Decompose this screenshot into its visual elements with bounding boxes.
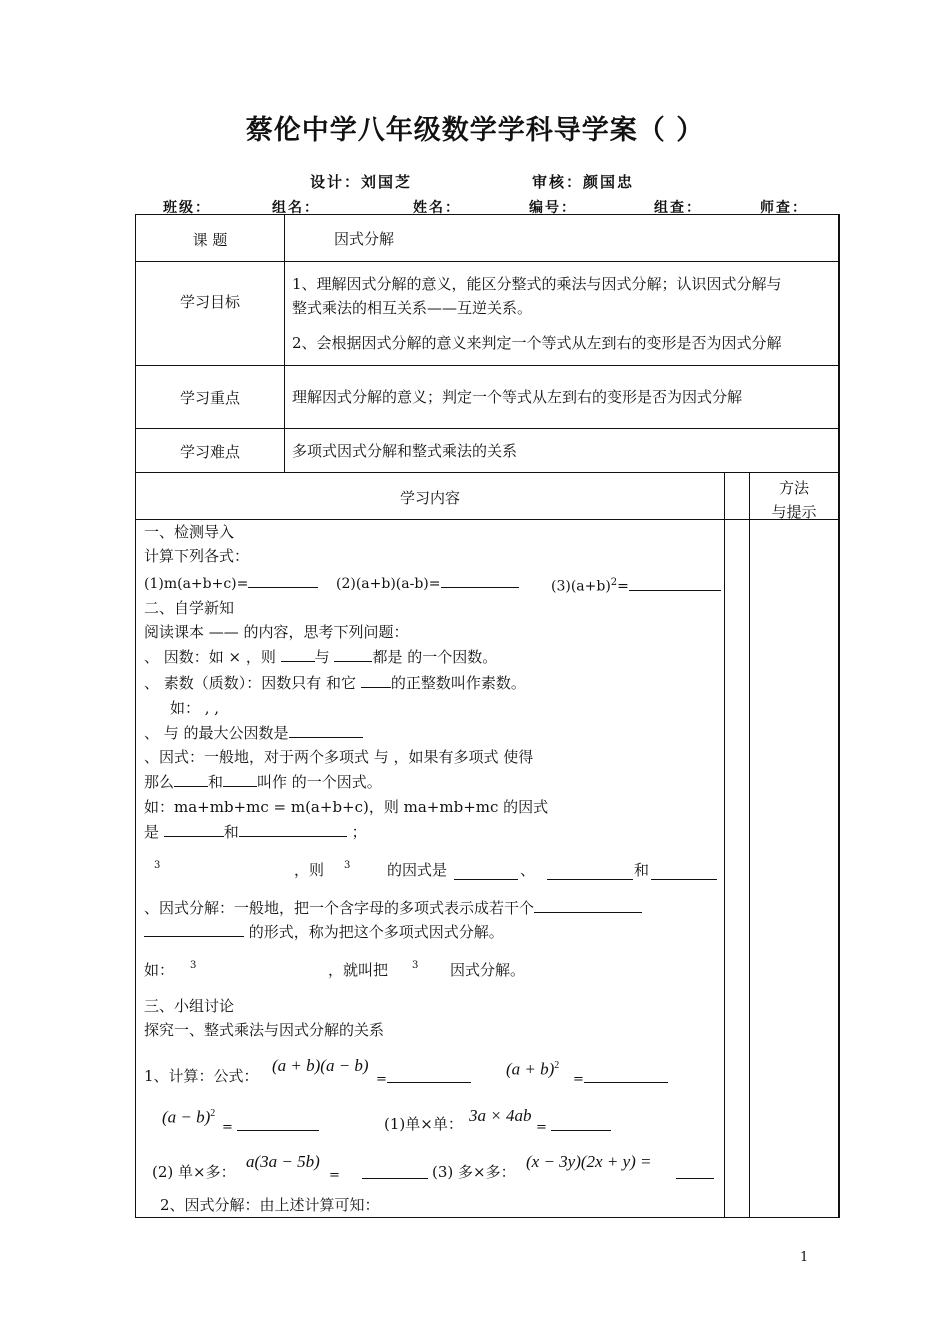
question-3: $(3)(a+b)^2=$	[551, 572, 721, 598]
reading-prompt: 阅读课本 —— 的内容，思考下列问题：	[144, 623, 409, 641]
goal-label: 学习目标	[179, 293, 240, 311]
goal-1-line2: 整式乘法的相互关系——互逆关系。	[292, 299, 533, 317]
factorization-definition: 、因式分解：一般地，把一个含字母的多项式表示成若干个	[144, 897, 642, 919]
mono-poly-label: (2) 单×多：	[152, 1163, 236, 1181]
topic-value: 因式分解	[334, 230, 395, 248]
group-field: 组名：	[272, 200, 320, 216]
method-header-2: 与提示	[771, 503, 817, 521]
question-1: (1)m(a+b+c)=	[144, 572, 318, 595]
reviewer: 审核：颜国忠	[532, 173, 635, 191]
designer: 设计：刘国芝	[310, 173, 413, 191]
factorization-definition-2: 的形式，称为把这个多项式因式分解。	[144, 921, 504, 943]
page-title: 蔡伦中学八年级数学学科导学案（ ）	[245, 115, 705, 146]
formula-difference-of-squares: (a + b)(a − b)	[272, 1056, 369, 1075]
factorization-intro: 2、因式分解：由上述计算可知：	[160, 1196, 380, 1214]
poly-poly-label: (3) 多×多：	[432, 1163, 516, 1181]
goal-1-line1: 1、理解因式分解的意义，能区分整式的乘法与因式分解；认识因式分解与	[292, 275, 782, 293]
prime-definition: 、 素数（质数）：因数只有 和它 的正整数叫作素数。	[144, 674, 526, 692]
mono-poly-expression: a(3a − 5b)	[246, 1152, 320, 1171]
name-field: 姓名：	[413, 200, 461, 216]
mono-poly-answer: =	[329, 1163, 428, 1187]
mono-mono-expression: 3a × 4ab	[469, 1106, 532, 1125]
focus-label: 学习重点	[179, 389, 240, 407]
difficulty-value: 多项式因式分解和整式乘法的关系	[292, 442, 518, 460]
row-divider	[136, 428, 839, 429]
label-column-divider	[284, 215, 285, 472]
study-table: 课 题 因式分解 学习目标 1、理解因式分解的意义，能区分整式的乘法与因式分解；认识因式分解与 整式乘法的相互关系——互逆关系。 2、会根据因式分解的意义来判定一个等式从左到右的变形是否为因式分解 学习重点 理解因式分解的意义；判定一个等式从左到右的变形是否为因式分解 学习难点 多项式因式分解和整式乘法的关系 学习内容 方法 与提示 一、检测导入 计算下列各式： (1)m(a+b+c)= (2)(a+b)(a-b)= $(3)(a+b)^2=$ 二、自学新知 阅读课本 —— 的内容，思考下列问题： 、 因数：如 × ，则 与 都是 的一个因数。 、 素数（质数）：因数只有 和它 的正整数叫作素数。 如： , , 、 与 的最大公因数是 、因式：一般地，对于两个多项式 与 ，如果有多项式 使得 那么 和 叫作 的一个因式。 如：ma+mb+mc = m(a+b+c)，则 ma+mb+mc 的因式 是 和 ； 3 ，则 3 的因式是 、 和 、因式分解：一般地，把一个含字母的多项式表示成若干个 的形式，称为把这个多项式因式分解。 如： 3 ，就叫把 3 因式分解。 三、小组讨论 探究一、整式乘法与因式分解的关系 1、计算：公式： (a + b)(a − b) = $(a + b)^2$ = $(a - b)^2$ = (1)单×单： 3a × 4ab = (2) 单×多： a(3a − 5b) = (3) 多×多： (x − 3y)(2x + y) = 2、因式分解：由上述计算可知：	[135, 214, 840, 1218]
explore-title: 探究一、整式乘法与因式分解的关系	[144, 1021, 385, 1039]
formula-square-difference: $(a - b)^2$	[162, 1107, 216, 1127]
formula-1-answer: =	[376, 1067, 471, 1091]
method-header-1: 方法	[778, 479, 809, 497]
formula-3-answer: =	[222, 1115, 319, 1139]
section-2-title: 二、自学新知	[144, 599, 235, 617]
section-3-title: 三、小组讨论	[144, 997, 235, 1015]
polynomial-factor-definition: 、因式：一般地，对于两个多项式 与 ，如果有多项式 使得	[144, 748, 534, 766]
factor-example-answer: 是 和 ；	[144, 823, 367, 841]
difficulty-label: 学习难点	[179, 443, 240, 461]
focus-value: 理解因式分解的意义；判定一个等式从左到右的变形是否为因式分解	[292, 388, 743, 406]
section-1-prompt: 计算下列各式：	[144, 547, 250, 565]
question-2: (2)(a+b)(a-b)=	[336, 572, 519, 595]
content-column-divider	[724, 472, 725, 1217]
content-header: 学习内容	[399, 489, 460, 507]
factor-example: 如：ma+mb+mc = m(a+b+c)，则 ma+mb+mc 的因式	[144, 798, 549, 816]
topic-label: 课 题	[192, 231, 228, 249]
formula-2-answer: =	[573, 1067, 668, 1091]
row-divider	[136, 261, 839, 262]
method-column-divider	[749, 472, 750, 1217]
row-divider	[136, 519, 839, 520]
prime-example: 如： , ,	[170, 699, 220, 717]
formula-square-sum: $(a + b)^2$	[506, 1059, 560, 1079]
poly-poly-answer	[676, 1163, 714, 1185]
number-field: 编号：	[529, 200, 577, 216]
polynomial-factor-definition-2: 那么 和 叫作 的一个因式。	[144, 773, 382, 791]
row-divider	[136, 472, 839, 473]
mono-mono-label: (1)单×单：	[384, 1115, 463, 1133]
poly-poly-expression: (x − 3y)(2x + y) =	[526, 1152, 652, 1171]
gcd-question: 、 与 的最大公因数是	[144, 722, 363, 744]
goal-2: 2、会根据因式分解的意义来判定一个等式从左到右的变形是否为因式分解	[292, 334, 782, 352]
page-number: 1	[800, 1250, 809, 1265]
calc-label: 1、计算：公式：	[144, 1067, 259, 1085]
mono-mono-answer: =	[536, 1115, 611, 1139]
row-divider	[136, 365, 839, 366]
class-field: 班级：	[163, 200, 211, 216]
group-check-field: 组查：	[654, 200, 702, 216]
factor-definition: 、 因数：如 × ，则 与 都是 的一个因数。	[144, 648, 498, 666]
teacher-check-field: 师查：	[760, 200, 808, 216]
section-1-title: 一、检测导入	[144, 523, 235, 541]
